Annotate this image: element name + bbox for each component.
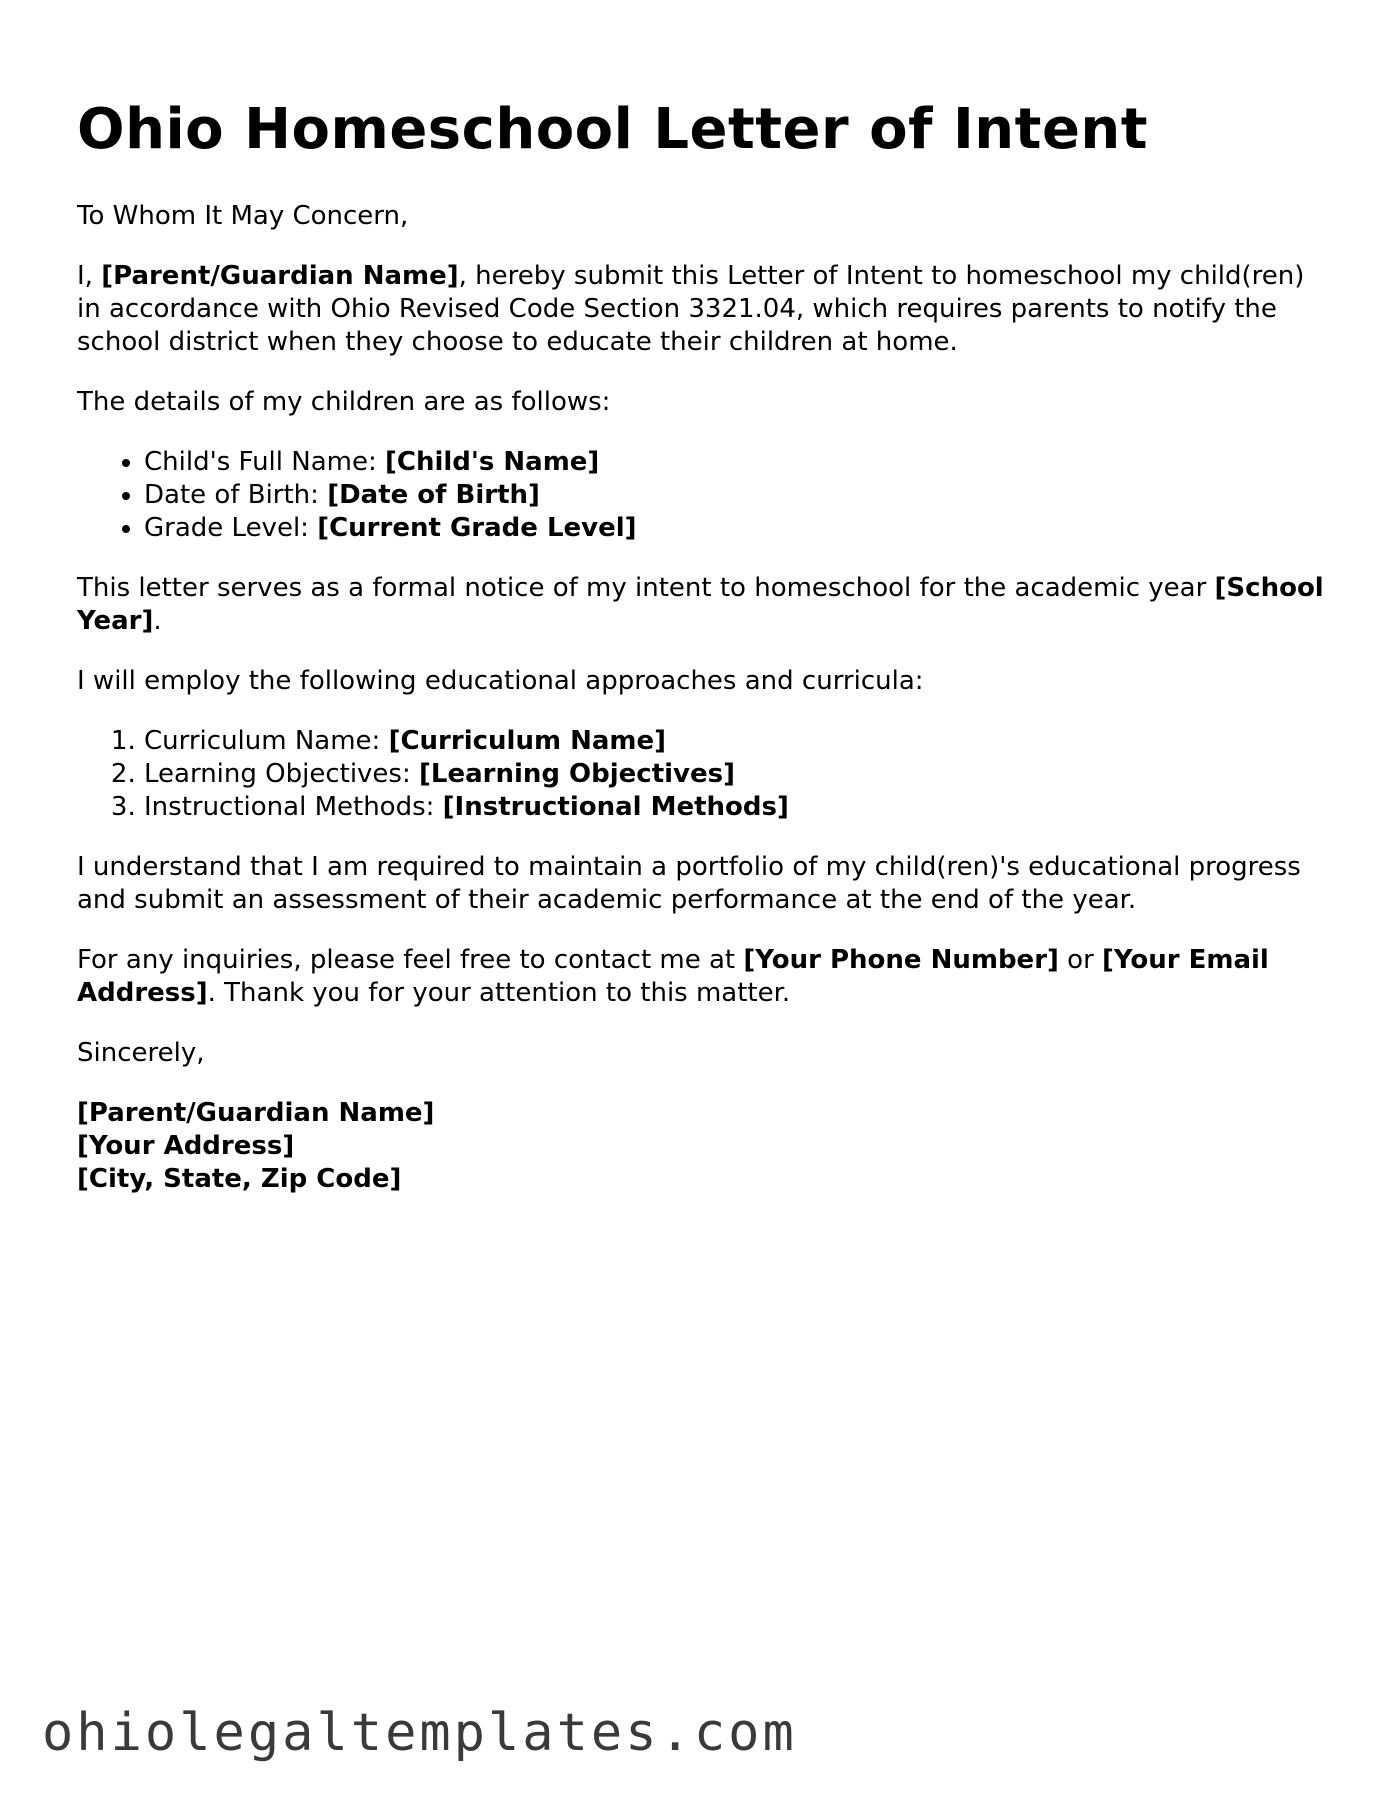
curriculum-name-label: Curriculum Name: [144, 726, 389, 756]
notice-end: . [153, 606, 162, 636]
children-details-list [77, 446, 1327, 545]
footer-watermark: ohiolegaltemplates.com [42, 1703, 797, 1763]
intro-prefix: I, [77, 261, 102, 291]
child-name-label: Child's Full Name: [144, 447, 385, 477]
grade-label: Grade Level: [144, 513, 318, 543]
grade-placeholder: [Current Grade Level] [317, 513, 637, 543]
dob-label: Date of Birth: [144, 480, 328, 510]
list-item [144, 512, 1327, 545]
signature-block [77, 1097, 1327, 1196]
list-item [144, 725, 1327, 758]
learning-objectives-label: Learning Objectives: [144, 759, 419, 789]
signature-name: [Parent/Guardian Name] [77, 1098, 435, 1128]
signature-city: [City, State, Zip Code] [77, 1164, 402, 1194]
closing: Sincerely, [77, 1038, 205, 1068]
list-item [144, 479, 1327, 512]
curricula-list [77, 725, 1327, 824]
notice-text: This letter serves as a formal notice of my intent to homeschool for the academic year [77, 573, 1215, 603]
signature-address: [Your Address] [77, 1131, 295, 1161]
phone-placeholder: [Your Phone Number] [743, 945, 1059, 975]
list-item [144, 446, 1327, 479]
school-year-placeholder: [School Year] [77, 573, 1324, 636]
list-item [144, 791, 1327, 824]
email-placeholder: [Your Email Address] [77, 945, 1269, 1008]
list-item [144, 758, 1327, 791]
learning-objectives-placeholder: [Learning Objectives] [419, 759, 735, 789]
contact-paragraph [77, 944, 1327, 1010]
page-title: Ohio Homeschool Letter of Intent [77, 97, 1149, 162]
portfolio-paragraph: I understand that I am required to maintain a portfolio of my child(ren)'s educational progress and submit an assessment of their academic performance at the end of the year. [77, 852, 1301, 915]
contact-or: or [1058, 945, 1103, 975]
contact-suffix: . Thank you for your attention to this matter. [207, 978, 791, 1008]
instructional-methods-label: Instructional Methods: [144, 792, 443, 822]
dob-placeholder: [Date of Birth] [327, 480, 540, 510]
intro-body: , hereby submit this Letter of Intent to homeschool my child(ren) in accordance with Ohio Revised Code Section 3321.04, which requires parents to notify the school district when they choose to educate their children at home. [77, 261, 1305, 357]
child-name-placeholder: [Child's Name] [385, 447, 600, 477]
curriculum-name-placeholder: [Curriculum Name] [388, 726, 667, 756]
letter-page [77, 96, 1327, 1196]
children-intro: The details of my children are as follows: [77, 387, 611, 417]
intro-paragraph [77, 260, 1327, 359]
instructional-methods-placeholder: [Instructional Methods] [442, 792, 789, 822]
parent-name-placeholder: [Parent/Guardian Name] [101, 261, 459, 291]
salutation: To Whom It May Concern, [77, 201, 409, 231]
curricula-intro: I will employ the following educational approaches and curricula: [77, 666, 924, 696]
notice-paragraph [77, 572, 1327, 638]
contact-prefix: For any inquiries, please feel free to contact me at [77, 945, 744, 975]
